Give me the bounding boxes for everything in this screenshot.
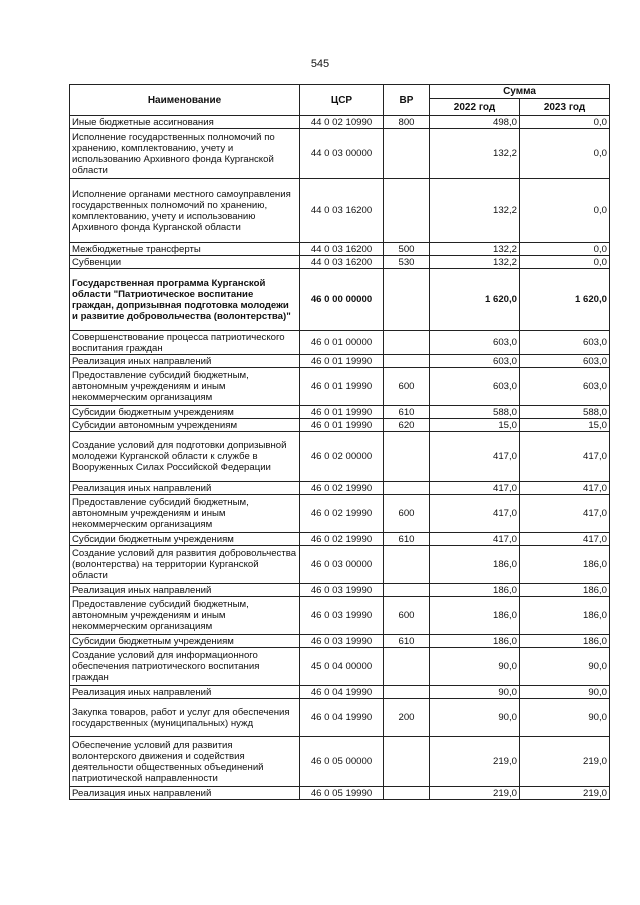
table-row — [70, 419, 610, 432]
row-name: Предоставление субсидий бюджетным, автономным учреждениям и иным некоммерческим организациям — [70, 597, 300, 635]
row-sum-2022: 186,0 — [430, 584, 520, 597]
row-csr: 46 0 02 00000 — [300, 432, 384, 482]
row-vr: 200 — [384, 699, 430, 737]
row-vr: 800 — [384, 116, 430, 129]
row-sum-2022: 90,0 — [430, 648, 520, 686]
row-sum-2023: 0,0 — [520, 243, 610, 256]
row-csr: 46 0 04 19990 — [300, 686, 384, 699]
row-vr — [384, 482, 430, 495]
row-vr: 610 — [384, 635, 430, 648]
table-body — [70, 116, 610, 800]
row-sum-2023: 0,0 — [520, 116, 610, 129]
table-row — [70, 584, 610, 597]
row-csr: 46 0 03 00000 — [300, 546, 384, 584]
row-sum-2022: 132,2 — [430, 179, 520, 243]
row-csr: 44 0 03 16200 — [300, 179, 384, 243]
row-csr: 46 0 05 19990 — [300, 787, 384, 800]
table-row — [70, 699, 610, 737]
row-sum-2022: 132,2 — [430, 243, 520, 256]
row-csr: 44 0 03 16200 — [300, 243, 384, 256]
row-sum-2023: 417,0 — [520, 432, 610, 482]
table-row — [70, 482, 610, 495]
row-csr: 46 0 01 19990 — [300, 406, 384, 419]
row-name: Исполнение органами местного самоуправления государственных полномочий по хранению, комплектованию, учету и использованию Архивного фонда Курганской области — [70, 179, 300, 243]
row-sum-2023: 417,0 — [520, 533, 610, 546]
row-sum-2023: 0,0 — [520, 256, 610, 269]
table-row — [70, 331, 610, 355]
row-sum-2022: 417,0 — [430, 533, 520, 546]
row-name: Обеспечение условий для развития волонтерского движения и содействия деятельности общественных объединений патриотической направленности — [70, 737, 300, 787]
table-row — [70, 116, 610, 129]
row-vr — [384, 355, 430, 368]
row-name: Предоставление субсидий бюджетным, автономным учреждениям и иным некоммерческим организациям — [70, 368, 300, 406]
row-sum-2023: 0,0 — [520, 179, 610, 243]
page-number: 545 — [310, 58, 330, 70]
row-name: Субсидии бюджетным учреждениям — [70, 635, 300, 648]
row-csr: 44 0 02 10990 — [300, 116, 384, 129]
row-csr: 46 0 03 19990 — [300, 597, 384, 635]
table-row — [70, 406, 610, 419]
row-vr — [384, 686, 430, 699]
table-row — [70, 597, 610, 635]
row-vr — [384, 129, 430, 179]
row-name: Совершенствование процесса патриотического воспитания граждан — [70, 331, 300, 355]
row-vr — [384, 584, 430, 597]
budget-table — [69, 84, 610, 800]
row-vr — [384, 737, 430, 787]
row-sum-2022: 90,0 — [430, 686, 520, 699]
row-sum-2023: 15,0 — [520, 419, 610, 432]
row-vr — [384, 787, 430, 800]
row-sum-2022: 186,0 — [430, 546, 520, 584]
row-name: Создание условий для информационного обеспечения патриотического воспитания граждан — [70, 648, 300, 686]
row-sum-2022: 417,0 — [430, 432, 520, 482]
row-name: Межбюджетные трансферты — [70, 243, 300, 256]
row-name: Создание условий для развития добровольчества (волонтерства) на территории Курганской области — [70, 546, 300, 584]
row-name: Исполнение государственных полномочий по хранению, комплектованию, учету и использованию Архивного фонда Курганской области — [70, 129, 300, 179]
row-vr: 600 — [384, 597, 430, 635]
row-csr: 46 0 04 19990 — [300, 699, 384, 737]
row-sum-2023: 219,0 — [520, 737, 610, 787]
table-row — [70, 546, 610, 584]
row-sum-2023: 603,0 — [520, 331, 610, 355]
table-row — [70, 635, 610, 648]
row-sum-2023: 0,0 — [520, 129, 610, 179]
row-sum-2023: 186,0 — [520, 635, 610, 648]
row-sum-2022: 132,2 — [430, 256, 520, 269]
row-csr: 46 0 00 00000 — [300, 269, 384, 331]
row-name: Субсидии бюджетным учреждениям — [70, 406, 300, 419]
row-sum-2023: 186,0 — [520, 546, 610, 584]
row-csr: 46 0 01 19990 — [300, 419, 384, 432]
row-csr: 44 0 03 00000 — [300, 129, 384, 179]
row-sum-2022: 588,0 — [430, 406, 520, 419]
table-row — [70, 179, 610, 243]
row-sum-2023: 219,0 — [520, 787, 610, 800]
row-sum-2022: 603,0 — [430, 368, 520, 406]
row-sum-2023: 1 620,0 — [520, 269, 610, 331]
row-csr: 44 0 03 16200 — [300, 256, 384, 269]
row-sum-2023: 186,0 — [520, 584, 610, 597]
table-row — [70, 432, 610, 482]
row-vr — [384, 179, 430, 243]
row-sum-2022: 219,0 — [430, 737, 520, 787]
row-csr: 46 0 01 19990 — [300, 355, 384, 368]
row-csr: 46 0 03 19990 — [300, 584, 384, 597]
row-csr: 46 0 02 19990 — [300, 482, 384, 495]
row-sum-2022: 417,0 — [430, 482, 520, 495]
row-vr: 530 — [384, 256, 430, 269]
row-sum-2023: 603,0 — [520, 355, 610, 368]
table-row — [70, 533, 610, 546]
header-csr: ЦСР — [300, 85, 384, 116]
row-name: Создание условий для подготовки допризывной молодежи Курганской области к службе в Вооруженных Силах Российской Федерации — [70, 432, 300, 482]
table-row — [70, 129, 610, 179]
row-csr: 46 0 05 00000 — [300, 737, 384, 787]
row-sum-2022: 219,0 — [430, 787, 520, 800]
row-sum-2022: 603,0 — [430, 355, 520, 368]
table-row — [70, 737, 610, 787]
row-vr: 500 — [384, 243, 430, 256]
header-year-2023: 2023 год — [520, 99, 610, 116]
row-csr: 46 0 02 19990 — [300, 495, 384, 533]
row-sum-2023: 90,0 — [520, 648, 610, 686]
row-name: Субвенции — [70, 256, 300, 269]
row-csr: 46 0 01 19990 — [300, 368, 384, 406]
row-sum-2022: 15,0 — [430, 419, 520, 432]
row-csr: 45 0 04 00000 — [300, 648, 384, 686]
row-csr: 46 0 03 19990 — [300, 635, 384, 648]
table-row — [70, 495, 610, 533]
row-vr: 620 — [384, 419, 430, 432]
row-name: Субсидии автономным учреждениям — [70, 419, 300, 432]
row-name: Иные бюджетные ассигнования — [70, 116, 300, 129]
row-vr — [384, 432, 430, 482]
table-row — [70, 648, 610, 686]
table-row — [70, 243, 610, 256]
row-sum-2023: 603,0 — [520, 368, 610, 406]
row-sum-2023: 186,0 — [520, 597, 610, 635]
row-vr: 610 — [384, 406, 430, 419]
row-name: Реализация иных направлений — [70, 584, 300, 597]
row-name: Реализация иных направлений — [70, 686, 300, 699]
row-sum-2022: 90,0 — [430, 699, 520, 737]
table-row — [70, 686, 610, 699]
row-name: Предоставление субсидий бюджетным, автономным учреждениям и иным некоммерческим организациям — [70, 495, 300, 533]
row-sum-2022: 186,0 — [430, 635, 520, 648]
table-row — [70, 256, 610, 269]
row-name: Субсидии бюджетным учреждениям — [70, 533, 300, 546]
row-vr — [384, 648, 430, 686]
row-csr: 46 0 01 00000 — [300, 331, 384, 355]
header-vr: ВР — [384, 85, 430, 116]
row-sum-2023: 588,0 — [520, 406, 610, 419]
row-sum-2022: 132,2 — [430, 129, 520, 179]
header-name: Наименование — [70, 85, 300, 116]
table-row — [70, 787, 610, 800]
row-vr: 600 — [384, 368, 430, 406]
row-vr: 600 — [384, 495, 430, 533]
row-sum-2022: 498,0 — [430, 116, 520, 129]
row-sum-2023: 90,0 — [520, 686, 610, 699]
row-sum-2022: 417,0 — [430, 495, 520, 533]
row-name: Реализация иных направлений — [70, 355, 300, 368]
row-vr — [384, 331, 430, 355]
row-sum-2022: 1 620,0 — [430, 269, 520, 331]
header-sum: Сумма — [430, 85, 610, 99]
row-name: Закупка товаров, работ и услуг для обеспечения государственных (муниципальных) нужд — [70, 699, 300, 737]
table-row — [70, 368, 610, 406]
row-name: Реализация иных направлений — [70, 482, 300, 495]
table-row — [70, 269, 610, 331]
row-vr — [384, 269, 430, 331]
row-sum-2023: 90,0 — [520, 699, 610, 737]
row-sum-2022: 603,0 — [430, 331, 520, 355]
header-year-2022: 2022 год — [430, 99, 520, 116]
row-vr: 610 — [384, 533, 430, 546]
row-vr — [384, 546, 430, 584]
row-sum-2023: 417,0 — [520, 495, 610, 533]
row-csr: 46 0 02 19990 — [300, 533, 384, 546]
row-sum-2022: 186,0 — [430, 597, 520, 635]
table-row — [70, 355, 610, 368]
row-sum-2023: 417,0 — [520, 482, 610, 495]
row-name: Реализация иных направлений — [70, 787, 300, 800]
row-name: Государственная программа Курганской области "Патриотическое воспитание граждан, допризывная подготовка молодежи и развитие добровольчества (волонтерства)" — [70, 269, 300, 331]
